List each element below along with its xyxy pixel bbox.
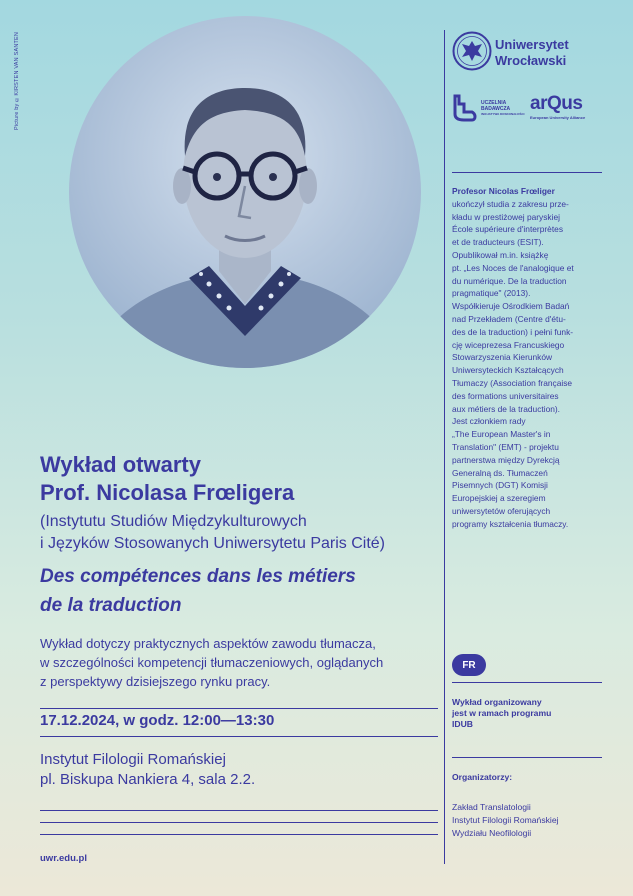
- divider-line: [452, 757, 602, 758]
- divider-line: [40, 822, 438, 823]
- language-badge: FR: [452, 654, 486, 676]
- event-date-time: 17.12.2024, w godz. 12:00—13:30: [40, 712, 275, 729]
- vertical-divider: [444, 30, 445, 864]
- divider-line: [452, 682, 602, 683]
- divider-line: [452, 172, 602, 173]
- event-location: Instytut Filologii Romańskiej pl. Biskupa Nankiera 4, sala 2.2.: [40, 751, 256, 788]
- university-name: Uniwersytet Wrocławski: [495, 37, 569, 68]
- organizers-heading: Organizatorzy:: [452, 772, 513, 782]
- talk-title: Des compétences dans les métiers de la traduction: [40, 566, 356, 616]
- ub-logo-text: UCZELNIA BADAWCZA INICJATYWA DOSKONAŁOŚCI: [481, 100, 525, 116]
- portrait-photo: [69, 16, 421, 368]
- divider-line: [40, 708, 438, 709]
- program-info: Wykład organizowany jest w ramach programu IDUB: [452, 697, 552, 729]
- arqus-logo: arQus: [530, 93, 583, 114]
- event-type: Wykład otwarty: [40, 452, 201, 477]
- organizers-list: Zakład Translatologii Instytut Filologii Romańskiej Wydziału Neofilologii: [452, 802, 559, 838]
- divider-line: [40, 834, 438, 835]
- speaker-bio: Profesor Nicolas Frœliger ukończył studia z zakresu prze- kładu w prestiżowej paryskiej École supérieure d'interprètes et de traducteurs (ESIT). Opublikował m.in. książkę pt. „Les Noces de l'analogique et du numérique. De la traduction pragmatique" (2013). Współkieruje Ośrodkiem Badań nad Przekładem (Centre d'étu- des de la traduction) i pełni funk- cję wiceprezesa Francuskiego Stowarzyszenia Kierunków Uniwersyteckich Kształcących Tłumaczy (Association française des formations universitaires aux métiers de la traduction). Jest członkiem rady „The European Master's in Translation" (EMT) - projektu partnerstwa między Dyrekcją Generalną ds. Tłumaczeń Pisemnych (DGT) Komisji Europejskiej a szeregiem uniwersytetów oferujących programy kształcenia tłumaczy.: [452, 186, 574, 529]
- portrait-illustration: [69, 16, 421, 368]
- ub-monogram-icon: [452, 94, 478, 127]
- eagle-crest-icon: [452, 31, 492, 76]
- speaker-name: Prof. Nicolasa Frœligera: [40, 480, 295, 505]
- speaker-affiliation: (Instytutu Studiów Międzykulturowych i Języków Stosowanych Uniwersytetu Paris Cité): [40, 513, 386, 552]
- website-link[interactable]: uwr.edu.pl: [40, 853, 87, 864]
- photo-credit: Picture by ©KIRSTEN VAN SANTEN: [14, 31, 20, 130]
- arqus-subtitle: European University Alliance: [530, 115, 586, 120]
- event-title: [40, 451, 294, 507]
- divider-line: [40, 810, 438, 811]
- divider-line: [40, 736, 438, 737]
- talk-description: Wykład dotyczy praktycznych aspektów zawodu tłumacza, w szczególności kompetencji tłumaczeniowych, oglądanych z perspektywy dzisiejszego rynku pracy.: [40, 636, 384, 689]
